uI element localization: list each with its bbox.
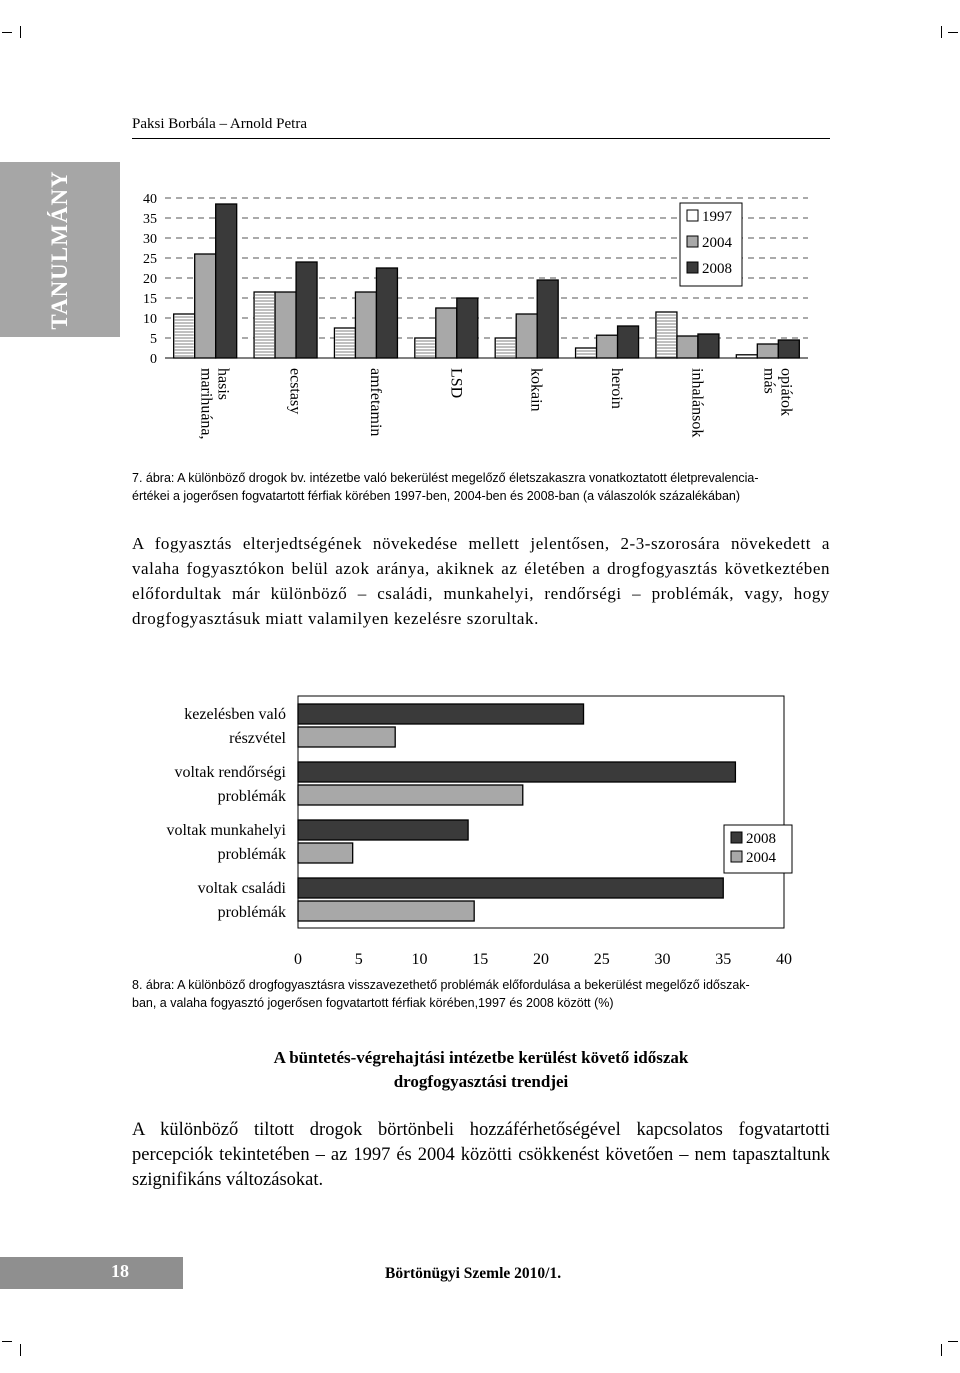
bar-2004 <box>677 336 698 358</box>
figure7-caption-line2: értékei a jogerősen fogvatartott férfiak körében 1997-ben, 2004-ben és 2008-ban (a válaszolók százalékában) <box>132 489 741 503</box>
bar-2008 <box>698 334 719 358</box>
figure8-caption-line1: 8. ábra: A különböző drogfogyasztásra visszavezethető problémák előfordulása a bekerülést megelőző időszak- <box>132 978 750 992</box>
x-tick-label: 10 <box>411 951 428 968</box>
bar-2008 <box>296 262 317 358</box>
legend-label: 2008 <box>702 261 732 277</box>
y-tick-label: 0 <box>150 352 157 367</box>
y-tick-label: 35 <box>143 212 157 227</box>
body-paragraph-1: A fogyasztás elterjedtségének növekedése mellett jelentősen, 2-3-szorosára növekedett a valaha fogyasztókon belül azok aránya, akiknek az életében a drogfogyasztás következtében előfordultak már különböző – családi, munkahelyi, rendőrségi – problémák, vagy, hogy drogfogyasztásuk miatt valamilyen kezelésre szorultak. <box>132 534 830 628</box>
y-category-label: voltak családi <box>197 880 286 897</box>
bar-2004 <box>436 308 457 358</box>
hbar-2004 <box>298 843 353 863</box>
y-category-label: voltak munkahelyi <box>166 822 286 839</box>
bar-1997 <box>174 314 195 358</box>
bar-2008 <box>618 326 639 358</box>
x-category-label <box>447 368 464 398</box>
footer-page-box <box>0 1257 183 1289</box>
header-rule <box>132 138 830 139</box>
x-category-label-line: inhalánsok <box>688 368 706 438</box>
x-tick-label: 15 <box>472 951 489 968</box>
x-category-label-line: heroin <box>608 368 626 409</box>
x-category-label <box>760 368 794 416</box>
bar-2008 <box>376 268 397 358</box>
figure8-caption-line2: ban, a valaha fogyasztó jogerősen fogvatartott férfiak körében,1997 és 2008 között (%) <box>132 996 614 1010</box>
y-category-label: kezelésben való <box>184 706 286 723</box>
x-category-label <box>608 368 625 409</box>
bar-1997 <box>736 355 757 358</box>
hbar-2004 <box>298 727 395 747</box>
bar-1997 <box>576 348 597 358</box>
y-tick-label: 30 <box>143 232 157 247</box>
legend-swatch <box>687 236 698 247</box>
side-tab-label: TANULMÁNY <box>47 169 72 330</box>
legend-swatch <box>687 210 698 221</box>
x-category-label-line: opiátok <box>777 368 795 416</box>
y-category-label: problémák <box>217 904 286 921</box>
section-side-tab <box>0 162 120 337</box>
legend-label: 1997 <box>702 209 732 225</box>
y-tick-label: 5 <box>150 332 157 347</box>
crop-mark <box>941 26 942 38</box>
x-category-label-line: hasis <box>214 368 232 400</box>
bar-2004 <box>516 314 537 358</box>
bar-2008 <box>216 204 237 358</box>
y-category-label: részvétel <box>229 730 286 747</box>
legend-swatch <box>731 851 742 862</box>
x-category-label <box>528 368 545 412</box>
x-category-label-line: marihuána, <box>197 368 215 440</box>
x-category-label <box>688 368 705 437</box>
x-tick-label: 20 <box>533 951 549 968</box>
section-heading-line1: A büntetés-végrehajtási intézetbe kerülést követő időszak <box>273 1048 689 1067</box>
x-category-label <box>287 368 304 414</box>
legend-swatch <box>731 832 742 843</box>
x-tick-label: 30 <box>654 951 671 968</box>
footer-journal-title: Börtönügyi Szemle 2010/1. <box>385 1265 562 1282</box>
y-tick-label: 40 <box>143 192 157 207</box>
figure7-caption <box>132 469 832 505</box>
figure7-chart <box>128 180 818 455</box>
hbar-2008 <box>298 704 584 724</box>
crop-mark <box>20 26 21 38</box>
x-category-label-line: amfetamin <box>366 368 384 437</box>
bar-2004 <box>195 254 216 358</box>
bar-2008 <box>778 340 799 358</box>
body-paragraph-2: A különböző tiltott drogok börtönbeli hozzáférhetőségével kapcsolatos fogvatartotti percepciók tekintetében – az 1997 és 2004 közötti csökkenést követően – nem tapasztaltunk szignifikáns változásokat. <box>132 1120 830 1190</box>
x-tick-label: 5 <box>354 951 363 968</box>
x-category-label-line: kokain <box>527 368 545 412</box>
x-category-label-line: más <box>760 368 778 394</box>
x-tick-label: 0 <box>294 951 302 968</box>
hbar-2008 <box>298 878 723 898</box>
hbar-2004 <box>298 785 523 805</box>
crop-mark <box>2 1341 12 1342</box>
bar-2004 <box>355 292 376 358</box>
x-tick-label: 35 <box>715 951 732 968</box>
x-category-label-line: ecstasy <box>286 368 304 415</box>
x-category-label <box>198 368 232 440</box>
x-category-label <box>367 368 384 436</box>
figure7-caption-line1: 7. ábra: A különböző drogok bv. intézetbe való bekerülést megelőző életszakaszra vonatkoztatott életprevalencia- <box>132 471 759 485</box>
y-tick-label: 15 <box>143 292 157 307</box>
x-tick-label: 40 <box>776 951 792 968</box>
hbar-2008 <box>298 762 735 782</box>
crop-mark <box>948 32 958 33</box>
bar-2008 <box>537 280 558 358</box>
legend-swatch <box>687 262 698 273</box>
bar-hatch <box>255 295 274 355</box>
x-tick-label: 25 <box>593 951 610 968</box>
hbar-2008 <box>298 820 468 840</box>
bar-2008 <box>457 298 478 358</box>
running-header-author: Paksi Borbála – Arnold Petra <box>132 116 307 132</box>
y-tick-label: 20 <box>143 272 157 287</box>
x-category-label-line: LSD <box>447 368 465 399</box>
y-category-label: problémák <box>217 788 286 805</box>
section-heading <box>132 1046 830 1094</box>
legend-label: 2004 <box>746 850 776 866</box>
section-heading-line2: drogfogyasztási trendjei <box>393 1072 569 1091</box>
y-category-label: voltak rendőrségi <box>174 764 286 781</box>
y-tick-label: 10 <box>143 312 157 327</box>
bar-2004 <box>275 292 296 358</box>
y-tick-label: 25 <box>143 252 157 267</box>
crop-mark <box>2 32 12 33</box>
page-number: 18 <box>111 1261 129 1281</box>
figure8-chart <box>140 692 820 977</box>
bar-2004 <box>757 344 778 358</box>
crop-mark <box>20 1344 21 1356</box>
crop-mark <box>941 1344 942 1356</box>
figure8-caption <box>132 976 832 1012</box>
hbar-2004 <box>298 901 474 921</box>
y-category-label: problémák <box>217 846 286 863</box>
crop-mark <box>948 1341 958 1342</box>
legend-label: 2004 <box>702 235 732 251</box>
bar-2004 <box>597 335 618 358</box>
legend-label: 2008 <box>746 831 776 847</box>
